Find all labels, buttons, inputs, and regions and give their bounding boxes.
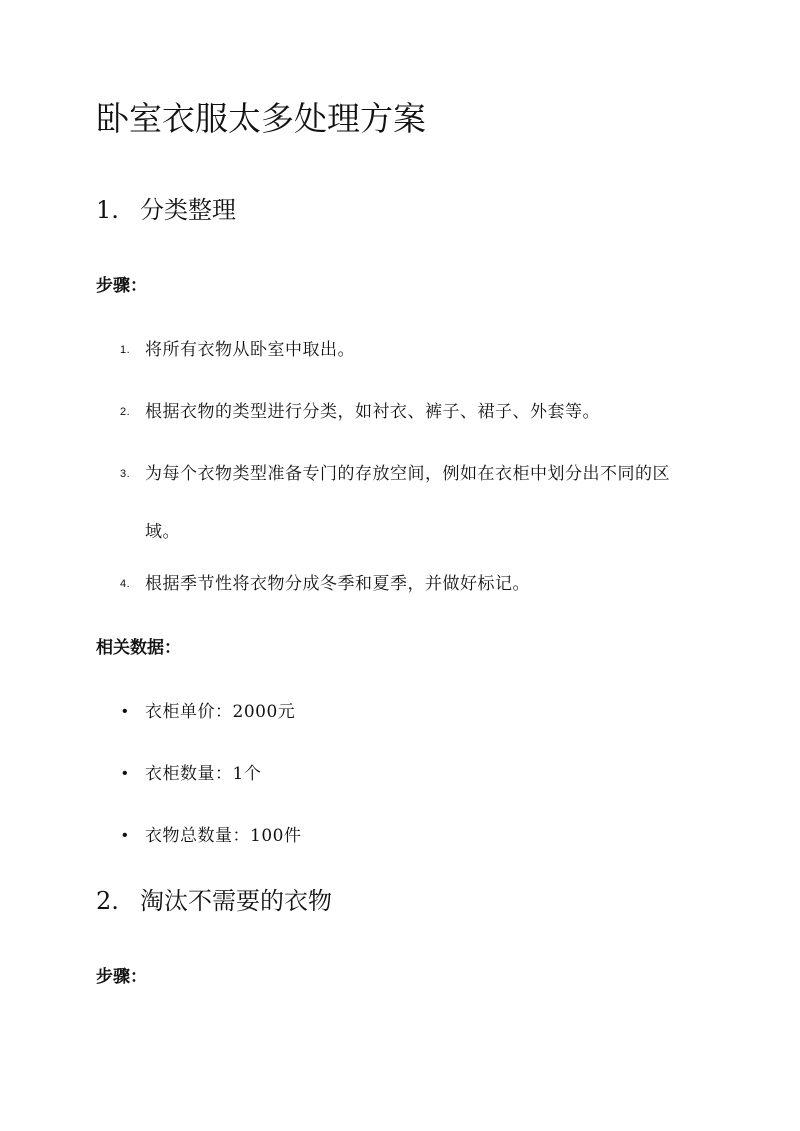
step-item-3 bbox=[120, 445, 695, 561]
section-number: 1. bbox=[96, 196, 119, 224]
section-heading-1 bbox=[96, 193, 236, 227]
data-text: 衣物总数量：100件 bbox=[145, 826, 302, 846]
step-item-2 bbox=[120, 383, 710, 441]
step-item-4 bbox=[120, 555, 710, 613]
data-label: 相关数据： bbox=[96, 638, 181, 658]
step-text: 根据衣物的类型进行分类，如衬衣、裤子、裙子、外套等。 bbox=[145, 402, 600, 422]
bullet-icon: • bbox=[122, 765, 129, 782]
data-item-3 bbox=[120, 807, 710, 865]
data-item-2 bbox=[120, 745, 710, 803]
section-number: 2. bbox=[96, 887, 119, 915]
section-heading-2 bbox=[96, 884, 332, 918]
steps-label: 步骤： bbox=[96, 967, 147, 987]
bullet-icon: • bbox=[122, 827, 129, 844]
step-text: 为每个衣物类型准备专门的存放空间，例如在衣柜中划分出不同的区域。 bbox=[145, 464, 670, 542]
step-item-1 bbox=[120, 321, 710, 379]
data-text: 衣柜单价：2000元 bbox=[145, 702, 296, 722]
data-text: 衣柜数量：1个 bbox=[145, 764, 262, 784]
data-item-1 bbox=[120, 683, 710, 741]
steps-label: 步骤： bbox=[96, 276, 147, 296]
step-marker: 1. bbox=[120, 344, 131, 356]
step-marker: 2. bbox=[120, 406, 131, 418]
step-marker: 3. bbox=[120, 468, 131, 480]
document-title: 卧室衣服太多处理方案 bbox=[96, 99, 426, 138]
step-text: 将所有衣物从卧室中取出。 bbox=[145, 340, 355, 360]
section-title: 分类整理 bbox=[140, 196, 236, 224]
bullet-icon: • bbox=[122, 703, 129, 720]
step-text: 根据季节性将衣物分成冬季和夏季，并做好标记。 bbox=[145, 574, 530, 594]
section-title: 淘汰不需要的衣物 bbox=[140, 887, 332, 915]
step-marker: 4. bbox=[120, 578, 131, 590]
